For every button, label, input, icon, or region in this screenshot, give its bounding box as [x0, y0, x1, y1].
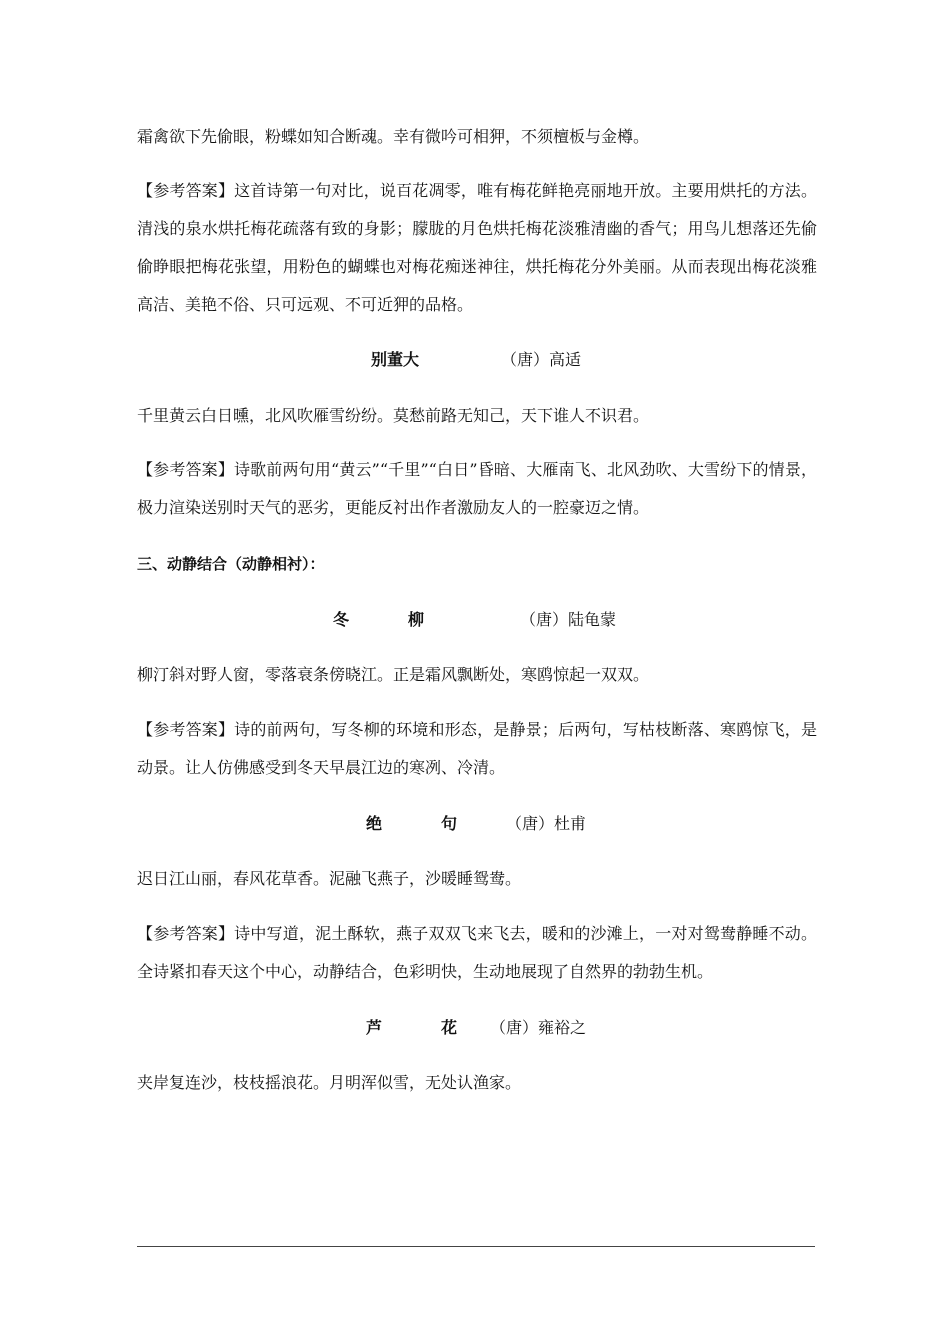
poem-5-title-a: 芦: [366, 1018, 383, 1037]
answer-1: 【参考答案】这首诗第一句对比，说百花凋零，唯有梅花鲜艳亮丽地开放。主要用烘托的方法。清浅的泉水烘托梅花疏落有致的身影；朦胧的月色烘托梅花淡雅清幽的香气；用鸟儿想落还先偷偷睁眼把梅花张望，用粉色的蝴蝶也对梅花痴迷神往，烘托梅花分外美丽。从而表现出梅花淡雅高洁、美艳不俗、只可远观、不可近狎的品格。: [137, 181, 817, 314]
poem-2-title: 别董大: [371, 350, 420, 369]
poem-3-title-b-wrap: [408, 608, 424, 632]
poem-5-title-a-wrap: [366, 1016, 382, 1040]
poem-4-author: （唐）杜甫: [506, 814, 587, 833]
poem-3-title-a: 冬: [333, 610, 350, 629]
poem-3-author: （唐）陆龟蒙: [520, 610, 617, 629]
poem-3-title-b: 柳: [408, 610, 425, 629]
answer-2: 【参考答案】诗歌前两句用“黄云”“千里”“白日”昏暗、大雁南飞、北风劲吹、大雪纷下的情景，极力渲染送别时天气的恶劣，更能反衬出作者激励友人的一腔豪迈之情。: [137, 460, 817, 517]
poem-4-title-b-wrap: [441, 812, 457, 836]
poem-2-text: 千里黄云白日曛，北风吹雁雪纷纷。莫愁前路无知己，天下谁人不识君。: [137, 406, 650, 425]
poem-4-text: 迟日江山丽，春风花草香。泥融飞燕子，沙暖睡鸳鸯。: [137, 869, 522, 888]
poem-2-author: （唐）高适: [501, 350, 582, 369]
footer-divider: [137, 1246, 815, 1247]
poem-4-title-a: 绝: [366, 814, 383, 833]
poem-5-author: （唐）雍裕之: [490, 1018, 587, 1037]
poem-3-title-a-wrap: [333, 608, 349, 632]
poem-5-title-b: 花: [441, 1018, 458, 1037]
poem-5-text: 夹岸复连沙，枝枝摇浪花。月明浑似雪，无处认渔家。: [137, 1073, 522, 1092]
poem-5-title-b-wrap: [441, 1016, 457, 1040]
poem-3-text: 柳汀斜对野人窗，零落衰条傍晓江。正是霜风飘断处，寒鸥惊起一双双。: [137, 665, 650, 684]
poem-4-title-a-wrap: [366, 812, 382, 836]
poem-1-text: 霜禽欲下先偷眼，粉蝶如知合断魂。幸有微吟可相狎，不须檀板与金樽。: [137, 127, 650, 146]
poem-4-title-b: 句: [441, 814, 458, 833]
answer-3: 【参考答案】诗的前两句，写冬柳的环境和形态，是静景；后两句，写枯枝断落、寒鸥惊飞，是动景。让人仿佛感受到冬天早晨江边的寒冽、冷清。: [137, 720, 817, 777]
poem-2-title-row: [371, 348, 419, 372]
answer-4: 【参考答案】诗中写道，泥土酥软，燕子双双飞来飞去，暖和的沙滩上，一对对鸳鸯静睡不动。全诗紧扣春天这个中心，动静结合，色彩明快，生动地展现了自然界的勃勃生机。: [137, 924, 817, 981]
section-3-heading: 三、动静结合（动静相衬）：: [137, 555, 325, 573]
